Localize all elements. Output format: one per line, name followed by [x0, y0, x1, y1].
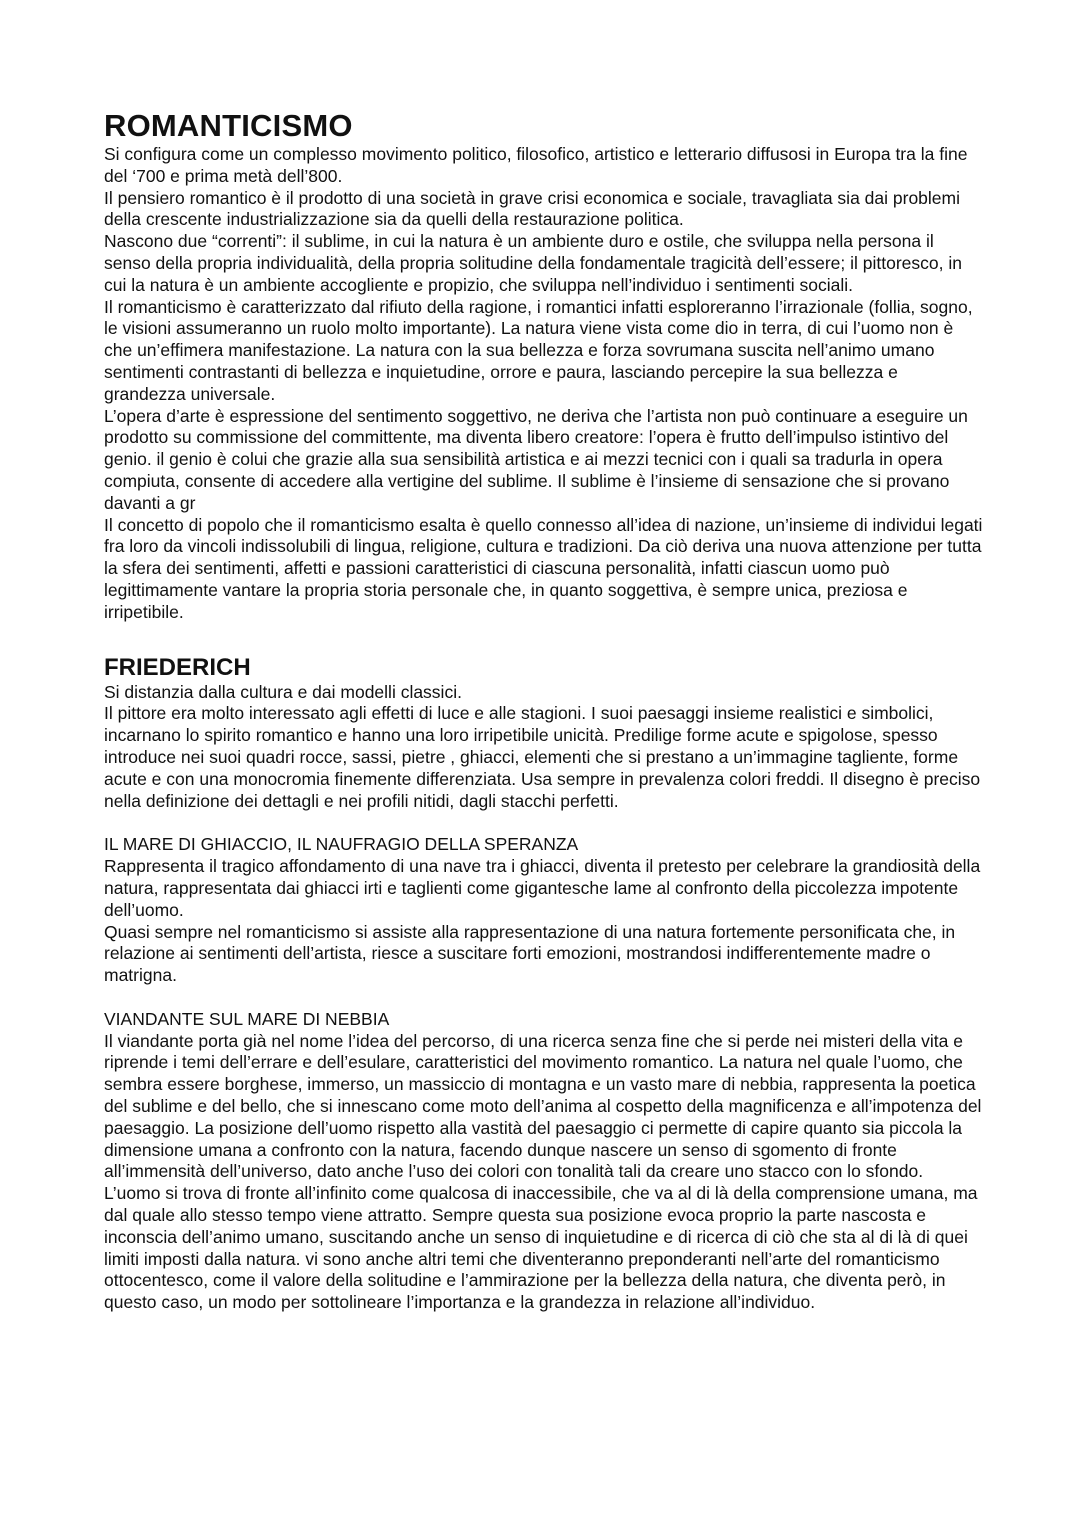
paragraph: Si configura come un complesso movimento politico, filosofico, artistico e letterario diffusosi in Europa tra la fine del ‘700 e prima metà dell’800.: [104, 144, 968, 186]
spacer: [104, 987, 984, 1009]
paragraph: Quasi sempre nel romanticismo si assiste alla rappresentazione di una natura fortemente personificata che, in relazione ai sentimenti dell’artista, riesce a suscitare forti emozioni, mostrandosi indifferentemente madre o matrigna.: [104, 921, 956, 986]
section-friederich: [104, 654, 984, 1315]
paragraph: Il concetto di popolo che il romanticismo esalta è quello connesso all’idea di nazione, un’insieme di individui legati fra loro da vincoli indissolubili di lingua, religione, cultura e tradizioni. Da ciò deriva una nuova attenzione per tutta la sfera dei sentimenti, affetti e passioni caratteristici di ciascuna personalità, infatti ciascun uomo può legittimamente vantare la propria storia personale che, in quanto soggettiva, è sempre unica, preziosa e irripetibile.: [104, 514, 983, 622]
paragraph: L’opera d’arte è espressione del sentimento soggettivo, ne deriva che l’artista non può continuare a eseguire un prodotto su commissione del committente, ma diventa libero creatore: l’opera è frutto dell’impulso istintivo del genio. il genio è colui che grazie alla sua sensibilità artistica e ai mezzi tecnici con i quali sa tradurla in opera compiuta, consente di accedere alla vertigine del sublime. Il sublime è l’insieme di sensazione che si provano davanti a gr: [104, 405, 968, 513]
paragraph: Il viandante porta già nel nome l’idea del percorso, di una ricerca senza fine che si perde nei misteri della vita e riprende i temi dell’errare e dell’esulare, caratteristici del movimento romantico. La natura nel quale l’uomo, che sembra essere borghese, immerso, un massiccio di montagna e un vasto mare di nebbia, rappresenta la poetica del sublime e del bello, che si innescano come moto dell’anima al cospetto della magnificenza e all’impotenza del paesaggio. La posizione dell’uomo rispetto alla vastità del paesaggio ci permette di capire quanto sia piccola la dimensione umana a confronto con la natura, facendo dunque nascere un senso di sgomento di fronte all’immensità dell’universo, dato anche l’uso dei colori con tonalità tali da creare uno stacco con lo sfondo.: [104, 1030, 982, 1182]
subsection-mare-di-ghiaccio: [104, 834, 984, 987]
paragraph: Nascono due “correnti”: il sublime, in cui la natura è un ambiente duro e ostile, che sviluppa nella persona il senso della propria individualità, della propria solitudine della fondamentale tragicità dell’essere; il pittoresco, in cui la natura è un ambiente accogliente e propizio, che sviluppa nell’individuo i sentimenti sociali.: [104, 231, 962, 295]
spacer: [104, 624, 984, 654]
document-page: [104, 108, 984, 1314]
spacer: [104, 812, 984, 834]
paragraph: Il pensiero romantico è il prodotto di una società in grave crisi economica e sociale, travagliata sia dai problemi della crescente industrializzazione sia da quelli della restaurazione politica.: [104, 187, 960, 230]
paragraph: L’uomo si trova di fronte all’infinito come qualcosa di inaccessibile, che va al di là della comprensione umana, ma dal quale allo stesso tempo viene attratto. Sempre questa sua posizione evoca proprio la parte nascosta e inconscia dell’animo umano, suscitando anche un senso di inquietudine e di ricerca di ciò che sta al di là di quei limiti imposti dalla natura. vi sono anche altri temi che diventeranno preponderanti nell’arte del romanticismo ottocentesco, come il valore della solitudine e l’ammirazione per la bellezza della natura, che diventa però, in questo caso, un modo per sottolineare l’importanza e la grandezza in relazione all’individuo.: [104, 1183, 978, 1313]
section-title: FRIEDERICH: [104, 653, 251, 681]
paragraph: Il pittore era molto interessato agli effetti di luce e alle stagioni. I suoi paesaggi insieme realistici e simbolici, incarnano lo spirito romantico e hanno una loro irripetibile unicità. Predilige forme acute e spigolose, spesso introduce nei suoi quadri rocce, sassi, pietre , ghiacci, elementi che si prestano a un’immagine tagliente, forme acute e con una monocromia finemente differenziata. Usa sempre in prevalenza colori freddi. Il disegno è preciso nella definizione dei dettagli e nei profili nitidi, dagli stacchi perfetti.: [104, 703, 981, 811]
paragraph: Si distanzia dalla cultura e dai modelli classici.: [104, 681, 462, 702]
subsection-viandante: [104, 1009, 984, 1314]
section-romanticismo: [104, 108, 984, 624]
subsection-title: VIANDANTE SUL MARE DI NEBBIA: [104, 1008, 390, 1029]
paragraph: Rappresenta il tragico affondamento di una nave tra i ghiacci, diventa il pretesto per celebrare la grandiosità della natura, rappresentata dai ghiacci irti e taglienti come gigantesche lame al confronto della piccolezza impotente dell’uomo.: [104, 856, 981, 920]
section-title: ROMANTICISMO: [104, 108, 353, 143]
subsection-title: IL MARE DI GHIACCIO, IL NAUFRAGIO DELLA SPERANZA: [104, 834, 579, 855]
paragraph: Il romanticismo è caratterizzato dal rifiuto della ragione, i romantici infatti esploreranno l’irrazionale (follia, sogno, le visioni assumeranno un ruolo molto importante). La natura viene vista come dio in terra, di cui l’uomo non è che un’effimera manifestazione. La natura con la sua bellezza e forza sovrumana suscita nell’animo umano sentimenti contrastanti di bellezza e inquietudine, orrore e paura, lasciando percepire la sua bellezza e grandezza universale.: [104, 296, 973, 404]
